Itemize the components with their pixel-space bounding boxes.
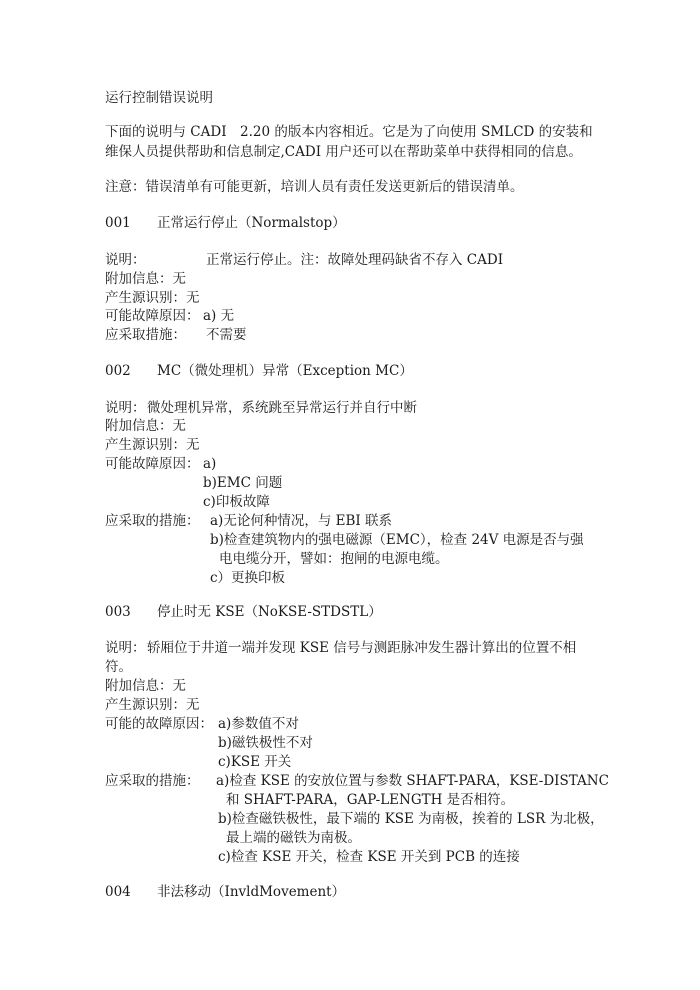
error-001-desc-label: 说明： — [105, 252, 146, 268]
error-001-desc: 正常运行停止。注：故障处理码缺省不存入 CADI — [206, 252, 504, 268]
error-002-source-id: 产生源识别：无 — [105, 437, 200, 453]
error-002-cause-c: c)印板故障 — [203, 494, 270, 510]
error-002-extra-info: 附加信息：无 — [105, 418, 186, 434]
error-003-code: 003 — [105, 604, 131, 620]
error-002-action-b-cont: 电电缆分开，譬如：抱闸的电源电缆。 — [219, 551, 449, 567]
error-004-code: 004 — [105, 884, 131, 900]
error-003-action-b-cont: 最上端的磁铁为南极。 — [226, 830, 361, 846]
error-003-action-a-cont: 和 SHAFT-PARA，GAP-LENGTH 是否相符。 — [226, 792, 515, 808]
error-003-cause-a: a)参数值不对 — [218, 716, 299, 732]
error-002-code: 002 — [105, 363, 131, 379]
error-003-desc-label: 说明： — [105, 640, 146, 656]
error-002-action-a: a)无论何种情况，与 EBI 联系 — [210, 513, 393, 529]
error-003-action-c: c)检查 KSE 开关，检查 KSE 开关到 PCB 的连接 — [218, 849, 520, 865]
error-003-action-label: 应采取的措施： — [105, 773, 200, 789]
error-003-extra-info: 附加信息：无 — [105, 678, 186, 694]
doc-title: 运行控制错误说明 — [105, 90, 213, 106]
error-003-desc-line-2: 符。 — [105, 659, 132, 675]
error-003-source-id: 产生源识别：无 — [105, 697, 200, 713]
error-002-action-label: 应采取的措施： — [105, 513, 200, 529]
error-001-cause-a: a) 无 — [203, 308, 235, 324]
error-001-title: 正常运行停止（Normalstop） — [157, 215, 346, 231]
error-002-cause-a: a) — [203, 456, 217, 472]
error-003-title: 停止时无 KSE（NoKSE-STDSTL） — [157, 604, 382, 620]
error-002-action-c: c）更换印板 — [210, 570, 286, 586]
error-003-cause-b: b)磁铁极性不对 — [218, 735, 313, 751]
error-003-cause-label: 可能的故障原因： — [105, 716, 213, 732]
error-002-title: MC（微处理机）异常（Exception MC） — [157, 363, 413, 379]
intro-line-1: 下面的说明与 CADI 2.20 的版本内容相近。它是为了向使用 SMLCD 的安装和 — [105, 124, 593, 140]
error-001-code: 001 — [105, 215, 131, 231]
error-002-cause-label: 可能故障原因： — [105, 456, 200, 472]
error-001-cause-label: 可能故障原因： — [105, 308, 200, 324]
error-001-action: 不需要 — [206, 327, 247, 343]
error-003-cause-c: c)KSE 开关 — [218, 754, 292, 770]
note-text: 注意：错误清单有可能更新，培训人员有责任发送更新后的错误清单。 — [105, 179, 524, 195]
error-002-desc-label: 说明： — [105, 400, 146, 416]
intro-line-2: 维保人员提供帮助和信息制定,CADI 用户还可以在帮助菜单中获得相同的信息。 — [105, 144, 582, 160]
error-002-action-b: b)检查建筑物内的强电磁源（EMC），检查 24V 电源是否与强 — [210, 532, 584, 548]
error-004-title: 非法移动（InvldMovement） — [157, 884, 346, 900]
error-003-action-b: b)检查磁铁极性，最下端的 KSE 为南极，挨着的 LSR 为北极， — [218, 811, 604, 827]
error-002-desc: 微处理机异常，系统跳至异常运行并自行中断 — [147, 400, 417, 416]
error-003-action-a: a)检查 KSE 的安放位置与参数 SHAFT-PARA，KSE-DISTANC — [216, 773, 609, 789]
error-001-action-label: 应采取措施： — [105, 327, 186, 343]
error-001-extra-info: 附加信息：无 — [105, 271, 186, 287]
error-003-desc-line-1: 轿厢位于井道一端并发现 KSE 信号与测距脉冲发生器计算出的位置不相 — [147, 640, 577, 656]
error-002-cause-b: b)EMC 问题 — [203, 475, 283, 491]
error-001-source-id: 产生源识别：无 — [105, 290, 200, 306]
